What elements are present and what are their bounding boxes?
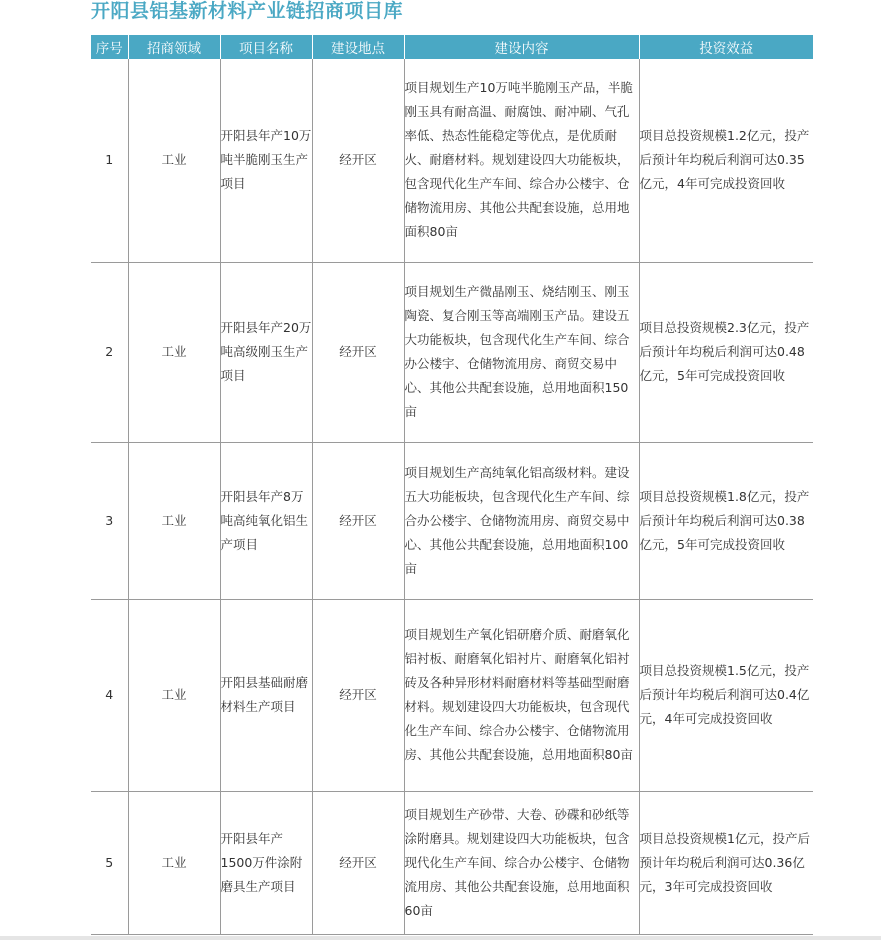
cell-no: 3 bbox=[91, 442, 128, 599]
cell-content: 项目规划生产10万吨半脆刚玉产品，半脆刚玉具有耐高温、耐腐蚀、耐冲刷、气孔率低、热态性能稳定等优点，是优质耐火、耐磨材料。规划建设四大功能板块，包含现代化生产车间、综合办公楼宇、仓储物流用房、其他公共配套设施，总用地面积80亩 bbox=[404, 59, 639, 262]
cell-no: 2 bbox=[91, 262, 128, 442]
cell-project-name: 开阳县基础耐磨材料生产项目 bbox=[220, 599, 312, 791]
bottom-divider bbox=[0, 936, 881, 940]
cell-no: 5 bbox=[91, 791, 128, 934]
cell-project-name: 开阳县年产20万吨高级刚玉生产项目 bbox=[220, 262, 312, 442]
cell-content: 项目规划生产氧化铝研磨介质、耐磨氧化铝衬板、耐磨氧化铝衬片、耐磨氧化铝衬砖及各种异形材料耐磨材料等基础型耐磨材料。规划建设四大功能板块，包含现代化生产车间、综合办公楼宇、仓储物流用房、其他公共配套设施，总用地面积80亩 bbox=[404, 599, 639, 791]
cell-location: 经开区 bbox=[312, 59, 404, 262]
cell-content: 项目规划生产砂带、大卷、砂碟和砂纸等涂附磨具。规划建设四大功能板块，包含现代化生产车间、综合办公楼宇、仓储物流用房、其他公共配套设施，总用地面积60亩 bbox=[404, 791, 639, 934]
cell-benefit: 项目总投资规模2.3亿元，投产后预计年均税后利润可达0.48亿元，5年可完成投资回收 bbox=[639, 262, 813, 442]
col-header-no: 序号 bbox=[91, 35, 128, 59]
table-header-row bbox=[91, 35, 813, 59]
col-header-content: 建设内容 bbox=[404, 35, 639, 59]
cell-field: 工业 bbox=[128, 262, 220, 442]
col-header-name: 项目名称 bbox=[220, 35, 312, 59]
col-header-location: 建设地点 bbox=[312, 35, 404, 59]
table-row bbox=[91, 59, 813, 262]
cell-location: 经开区 bbox=[312, 791, 404, 934]
cell-field: 工业 bbox=[128, 59, 220, 262]
page-title: 开阳县铝基新材料产业链招商项目库 bbox=[91, 0, 404, 22]
table-row bbox=[91, 599, 813, 791]
cell-project-name: 开阳县年产10万吨半脆刚玉生产项目 bbox=[220, 59, 312, 262]
cell-benefit: 项目总投资规模1.8亿元，投产后预计年均税后利润可达0.38亿元，5年可完成投资回收 bbox=[639, 442, 813, 599]
table-row bbox=[91, 262, 813, 442]
col-header-field: 招商领域 bbox=[128, 35, 220, 59]
cell-content: 项目规划生产微晶刚玉、烧结刚玉、刚玉陶瓷、复合刚玉等高端刚玉产品。建设五大功能板块，包含现代化生产车间、综合办公楼宇、仓储物流用房、商贸交易中心、其他公共配套设施，总用地面积150亩 bbox=[404, 262, 639, 442]
col-header-benefit: 投资效益 bbox=[639, 35, 813, 59]
cell-benefit: 项目总投资规模1.5亿元，投产后预计年均税后利润可达0.4亿元，4年可完成投资回收 bbox=[639, 599, 813, 791]
cell-project-name: 开阳县年产8万吨高纯氧化铝生产项目 bbox=[220, 442, 312, 599]
cell-location: 经开区 bbox=[312, 262, 404, 442]
cell-content: 项目规划生产高纯氧化铝高级材料。建设五大功能板块，包含现代化生产车间、综合办公楼宇、仓储物流用房、商贸交易中心、其他公共配套设施，总用地面积100亩 bbox=[404, 442, 639, 599]
cell-no: 4 bbox=[91, 599, 128, 791]
table-row bbox=[91, 791, 813, 934]
cell-location: 经开区 bbox=[312, 599, 404, 791]
cell-field: 工业 bbox=[128, 442, 220, 599]
cell-benefit: 项目总投资规模1亿元，投产后预计年均税后利润可达0.36亿元，3年可完成投资回收 bbox=[639, 791, 813, 934]
cell-benefit: 项目总投资规模1.2亿元，投产后预计年均税后利润可达0.35亿元，4年可完成投资回收 bbox=[639, 59, 813, 262]
cell-project-name: 开阳县年产1500万件涂附磨具生产项目 bbox=[220, 791, 312, 934]
table-row bbox=[91, 442, 813, 599]
cell-location: 经开区 bbox=[312, 442, 404, 599]
cell-field: 工业 bbox=[128, 791, 220, 934]
project-table bbox=[91, 35, 813, 935]
cell-field: 工业 bbox=[128, 599, 220, 791]
cell-no: 1 bbox=[91, 59, 128, 262]
